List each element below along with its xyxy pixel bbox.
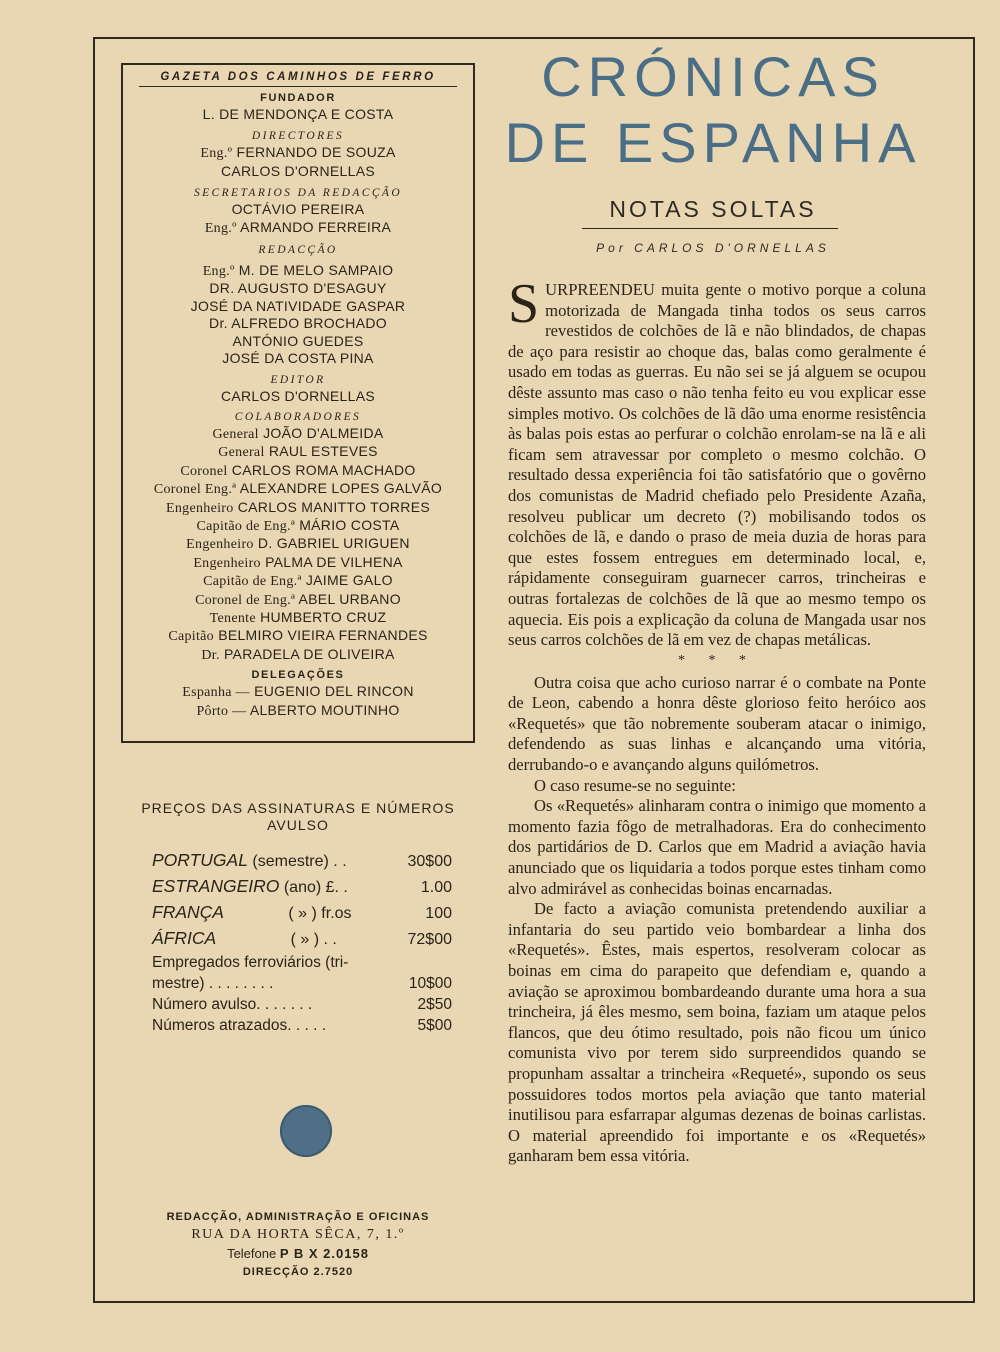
redaccao-name: Eng.º M. DE MELO SAMPAIO [202,262,394,280]
colaborador-name: Capitão BELMIRO VIEIRA FERNANDES [168,627,428,645]
delegacao-name: Espanha — EUGENIO DEL RINCON [182,683,414,701]
editor-name: CARLOS D'ORNELLAS [220,388,376,405]
byline-rule [582,228,838,229]
subscription-prices [121,800,475,1036]
fundador-label: FUNDADOR [260,92,336,104]
footer-office: REDACÇÃO, ADMINISTRAÇÃO E OFICINAS [166,1211,430,1223]
price-table [152,848,452,1036]
fundador-name: L. DE MENDONÇA E COSTA [202,106,394,122]
secretarios-label: SECRETARIOS DA REDACÇÃO [193,187,403,200]
delegacoes-label: DELEGAÇÕES [251,669,345,682]
price-row: Números atrazados. . . . . 5$00 [152,1017,452,1034]
price-row: PORTUGAL (semestre) . . 30$00 [152,850,452,870]
colaborador-name: Engenheiro CARLOS MANITTO TORRES [166,498,430,516]
publisher-footer [121,1208,475,1280]
article-paragraph: SURPREENDEU muita gente o motivo porque a coluna motorizada de Mangada tinha todos os seus carros revestidos de colchões de lã e não blindados, de chapas de aço para resistir ao choque das, balas como geralmente é usado em todas as guerras. Eu não sei se já alguem se ocupou dêste assunto mas caso o não tenha feito eu vou explicar esse simples motivo. Os colchões de lã dão uma enorme resistência às balas pois estas ao perfurar o colchão enrolam-se na lã e ali ficam sem atravessar por completo o mesmo colchão. O resultado dessa experiência foi tão satisfatório que o govêrno dos comunistas de Madrid chefiado pelo Presidente Azaña, resolveu publicar um decreto (?) mobilisando todos os colchões de lã, e dando o praso de meia duzia de horas para que estes fossem entregues em determinado local, e, rápidamente conseguiram guarnecer carros, trincheiras e outras fortalezas de colchões de lã que ao mesmo tempo os aquecia. Eis pois a explicação da coluna de Mangada usar nos seus carros colchões de lã em vez de chapas metálicas. [508,273,926,650]
prices-title: PREÇOS DAS ASSINATURAS E NÚMEROS AVULSO [141,800,455,833]
director-name: CARLOS D'ORNELLAS [220,162,376,179]
article-paragraph: O caso resume-se no seguinte: [534,775,736,795]
masthead-title: GAZETA DOS CAMINHOS DE FERRO [139,71,457,87]
secretario-name: OCTÁVIO PEREIRA [231,201,365,218]
colaborador-name: General JOÃO D'ALMEIDA [212,424,384,442]
redaccao-name: JOSÉ DA NATIVIDADE GASPAR [190,297,406,314]
price-row: ÁFRICA ( » ) . . 72$00 [152,928,452,948]
colaborador-name: Dr. PARADELA DE OLIVEIRA [201,645,395,663]
colaborador-name: Coronel Eng.ª ALEXANDRE LOPES GALVÃO [153,480,443,498]
price-row: Empregados ferroviários (tri- [152,954,349,971]
article-paragraph: Os «Requetés» alinharam contra o inimigo que momento a momento fazia fôgo de metralhadoras. Era do conhecimento dos partidários de D. Carlos que em Madrid a aviação havia anunciado que os liquidaria a todos porque estes tinham como alvo admirável as conhecidas boinas encarnadas. [508,796,926,898]
colaborador-name: Engenheiro D. GABRIEL URIGUEN [186,535,410,553]
secretario-name: Eng.º ARMANDO FERREIRA [204,218,392,236]
subheading: NOTAS SOLTAS [609,196,817,222]
masthead-box [121,63,475,743]
headline: CRÓNICAS DE ESPANHA [504,45,922,174]
byline: Por CARLOS D'ORNELLAS [596,241,830,255]
section-separator: * * * [678,652,756,668]
colaborador-name: Coronel de Eng.ª ABEL URBANO [195,590,401,608]
colaborador-name: Capitão de Eng.ª JAIME GALO [203,572,393,590]
colaborador-name: Coronel CARLOS ROMA MACHADO [180,461,416,479]
price-row: mestre) . . . . . . . . 10$00 [152,975,452,992]
colaborador-name: Capitão de Eng.ª MÁRIO COSTA [196,516,400,534]
directores-label: DIRECTORES [251,130,345,143]
colaborador-name: General RAUL ESTEVES [218,443,378,461]
redaccao-name: JOSÉ DA COSTA PINA [222,350,374,367]
colaborador-name: Engenheiro PALMA DE VILHENA [193,553,403,571]
footer-direccao: DIRECÇÃO 2.7520 [242,1266,354,1278]
article-paragraph: Outra coisa que acho curioso narrar é o combate na Ponte de Leon, cabendo a honra dêste glorioso feito heróico aos «Requetés» que tão nobremente souberam atacar o inimigo, defendendo as suas linhas e alcançando uma vitória, derrubando-o e avançando alguns quilómetros. [508,672,926,775]
redaccao-name: ANTÓNIO GUEDES [232,332,364,349]
footer-address: RUA DA HORTA SÊCA, 7, 1.º [191,1227,405,1242]
colaboradores-label: COLABORADORES [234,410,362,423]
footer-telefone: Telefone P B X 2.0158 [227,1246,369,1261]
redaccao-name: DR. AUGUSTO D'ESAGUY [209,280,387,297]
director-name: Eng.º FERNANDO DE SOUZA [200,144,396,162]
editor-label: EDITOR [270,374,326,387]
delegacao-name: Pôrto — ALBERTO MOUTINHO [196,701,400,719]
seal-icon [280,1105,332,1157]
article-body [508,273,926,1167]
price-row: FRANÇA ( » ) fr.os 100 [152,902,452,922]
drop-cap: S [508,273,540,335]
price-row: Número avulso. . . . . . . 2$50 [152,996,452,1013]
price-row: ESTRANGEIRO (ano) £. . 1.00 [152,876,452,896]
colaborador-name: Tenente HUMBERTO CRUZ [209,608,387,626]
redaccao-name: Dr. ALFREDO BROCHADO [209,315,387,332]
redaccao-label: REDACÇÃO [258,244,338,257]
article-paragraph: De facto a aviação comunista pretendendo auxiliar a infantaria do seu partido veio bombardear a linha dos «Requetés». Êstes, mais espertos, resolveram colocar as boinas em cima do parapeito que defendiam e, quando a aviação se aproximou bombardeando durante uma hora a sua trincheira, já êles mesmo, sem boina, faziam um ataque pelos flancos, que deu ótimo resultado, pois não ficou um único comunista vivo por terem sido surpreendidos quando se propunham assaltar a trincheira «Requeté», supondo os seus possuidores todos mortos pela aviação que tanto material inutilisou para esfarrapar algumas dezenas de boinas carlistas. O material apreendido foi importante e os «Requetés» ganharam bem essa vitória. [508,899,926,1166]
